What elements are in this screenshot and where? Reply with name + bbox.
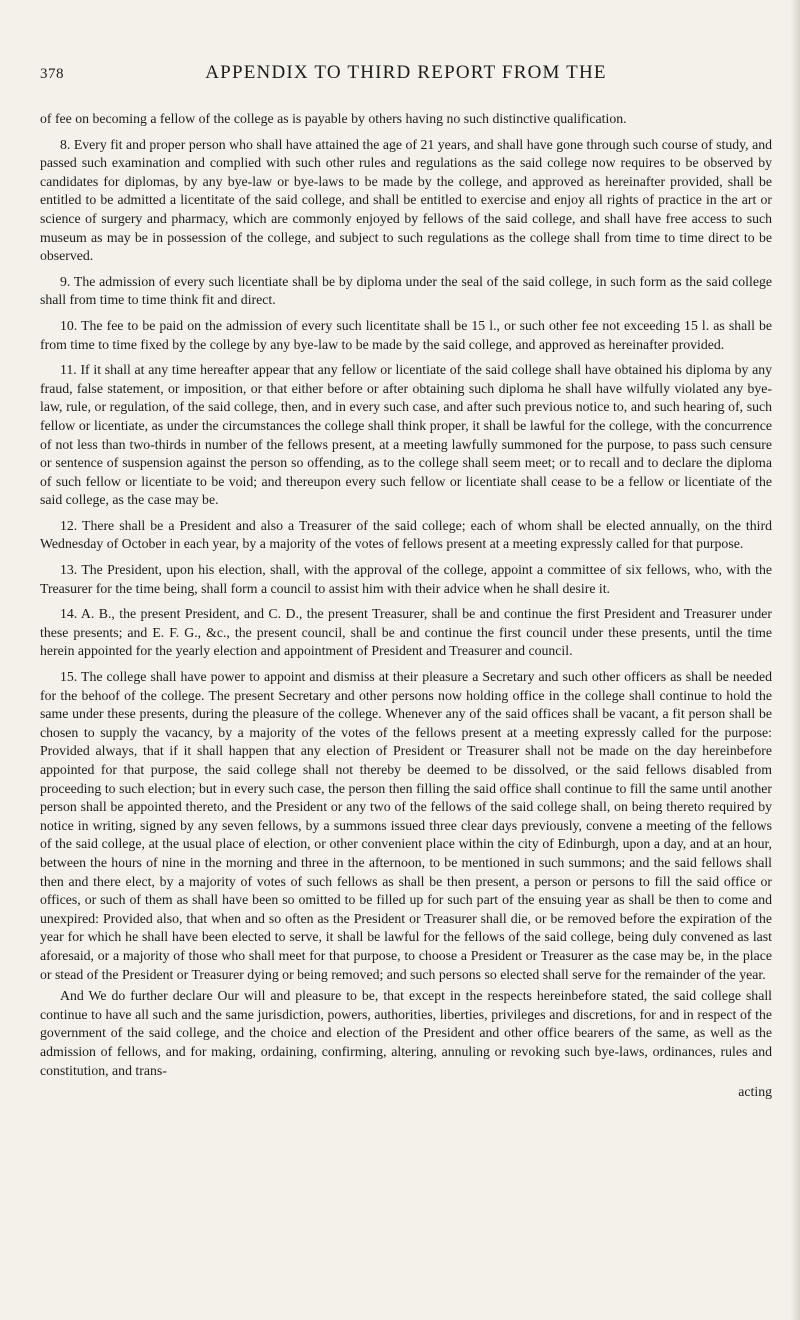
running-head: APPENDIX TO THIRD REPORT FROM THE	[205, 62, 607, 83]
paragraph-intro: of fee on becoming a fellow of the college as is payable by others having no such distinctive qualification.	[40, 111, 627, 126]
page-header	[40, 56, 772, 96]
paragraph-8: 8. Every fit and proper person who shall have attained the age of 21 years, and shall have gone through such course of study, and passed such examination and complied with such other rules and regulations as the said college now requires to be observed by candidates for diplomas, by any bye-law or bye-laws to be made by the college, and approved as hereinafter provided, shall be entitled to be admitted a licentitate of the said college, and shall be entitled to exercise and enjoy all rights of practice in the art or science of surgery and pharmacy, which are commonly enjoyed by fellows of the said college, and shall have free access to such museum as may be in possession of the college, and subject to such regulations as the college shall from time to time direct to be observed.	[40, 136, 772, 264]
paragraph-13: 13. The President, upon his election, shall, with the approval of the college, appoint a committee of six fellows, who, with the Treasurer for the time being, shall form a council to assist him with their advice when he shall desire it.	[40, 562, 772, 596]
paragraph-15-continuation: And We do further declare Our will and pleasure to be, that except in the respects hereinbefore stated, the said college shall continue to have all such and the same jurisdiction, powers, authorities, liberties, privileges and discretions, for and in respect of the government of the said college, and the choice and election of the President and other office bearers of the same, as well as the admission of fellows, and for making, ordaining, confirming, altering, annuling or revoking such bye-laws, ordinances, rules and constitution, and trans-	[40, 988, 772, 1078]
paragraph-15: 15. The college shall have power to appoint and dismiss at their pleasure a Secretary and such other officers as shall be needed for the behoof of the college. The present Secretary and other persons now holding office in the college shall continue to hold the same under these presents, during the pleasure of the college. Whenever any of the said offices shall be vacant, a fit person shall be chosen to supply the vacancy, by a majority of the votes of the fellows present at a meeting expressly called for the purpose: Provided always, that if it shall happen that any election of President or Treasurer shall not be made on the day hereinbefore appointed for that purpose, the said college shall not thereby be deemed to be dissolved, or the said fellows disabled from proceeding to such election; but in every such case, the person then filling the said office shall continue to fill the same until another person shall be appointed thereto, and the President or any two of the fellows of the said college shall, on being thereto required by notice in writing, signed by any seven fellows, by a summons issued three clear days previously, convene a meeting of the fellows of the said college, at the usual place of election, or other convenient place within the city of Edinburgh, upon a day, and at an hour, between the hours of nine in the morning and three in the afternoon, to be mentioned in such summons; and the said fellows shall then and there elect, by a majority of votes of such fellows as shall be then present, a person or persons to fill the said office or offices, or such of them as shall have been so omitted to be filled up for such part of the ensuing year as shall be then to come and unexpired: Provided also, that when and so often as the President or Treasurer shall die, or be removed before the expiration of the year for which he shall have been elected to serve, it shall be lawful for the fellows of the said college, being duly convened as last aforesaid, or a majority of those who shall meet for that purpose, to choose a President or Treasurer as the case may be, in the place or stead of the President or Treasurer dying or being removed; and such persons so elected shall serve for the remainder of the year.	[40, 669, 772, 982]
catchword: acting	[738, 1084, 772, 1100]
paragraph-9: 9. The admission of every such licentiate shall be by diploma under the seal of the said college, in such form as the said college shall from time to time think fit and direct.	[40, 273, 772, 308]
page-edge-shadow	[790, 0, 800, 1320]
body-text	[40, 110, 772, 1102]
page-number: 378	[40, 66, 64, 82]
paragraph-11: 11. If it shall at any time hereafter appear that any fellow or licentiate of the said college shall have obtained his diploma by any fraud, false statement, or imposition, or that either before or after obtaining such diploma he shall have wilfully violated any bye-law, rule, or regulation, of the said college, then, and in every such case, and after such previous notice to, and such hearing of, such fellow or licentiate, as under the circumstances the college shall think proper, it shall be lawful for the college, with the concurrence of not less than two-thirds in number of the fellows present, at a meeting lawfully summoned for the purpose, to pass such censure or sentence of suspension against the person so offending, as to the college shall seem meet; or to recall and to declare the diploma of such fellow or licentiate to be void; and thereupon every such fellow or licentiate shall cease to be a fellow or licentiate of the said college, as the case may be.	[40, 362, 772, 508]
paragraph-14: 14. A. B., the present President, and C. D., the present Treasurer, shall be and continue the first President and Treasurer under these presents; and E. F. G., &c., the present council, shall be and continue the first council under these presents, until the time herein appointed for the yearly election and appointment of President and Treasurer and council.	[40, 606, 772, 659]
paragraph-10: 10. The fee to be paid on the admission of every such licentitate shall be 15 l., or such other fee not exceeding 15 l. as shall be from time to time fixed by the college by any bye-law to be made by the said college, and approved as hereinafter provided.	[40, 317, 772, 352]
paragraph-12: 12. There shall be a President and also a Treasurer of the said college; each of whom shall be elected annually, on the third Wednesday of October in each year, by a majority of the votes of fellows present at a meeting expressly called for that purpose.	[40, 517, 772, 552]
